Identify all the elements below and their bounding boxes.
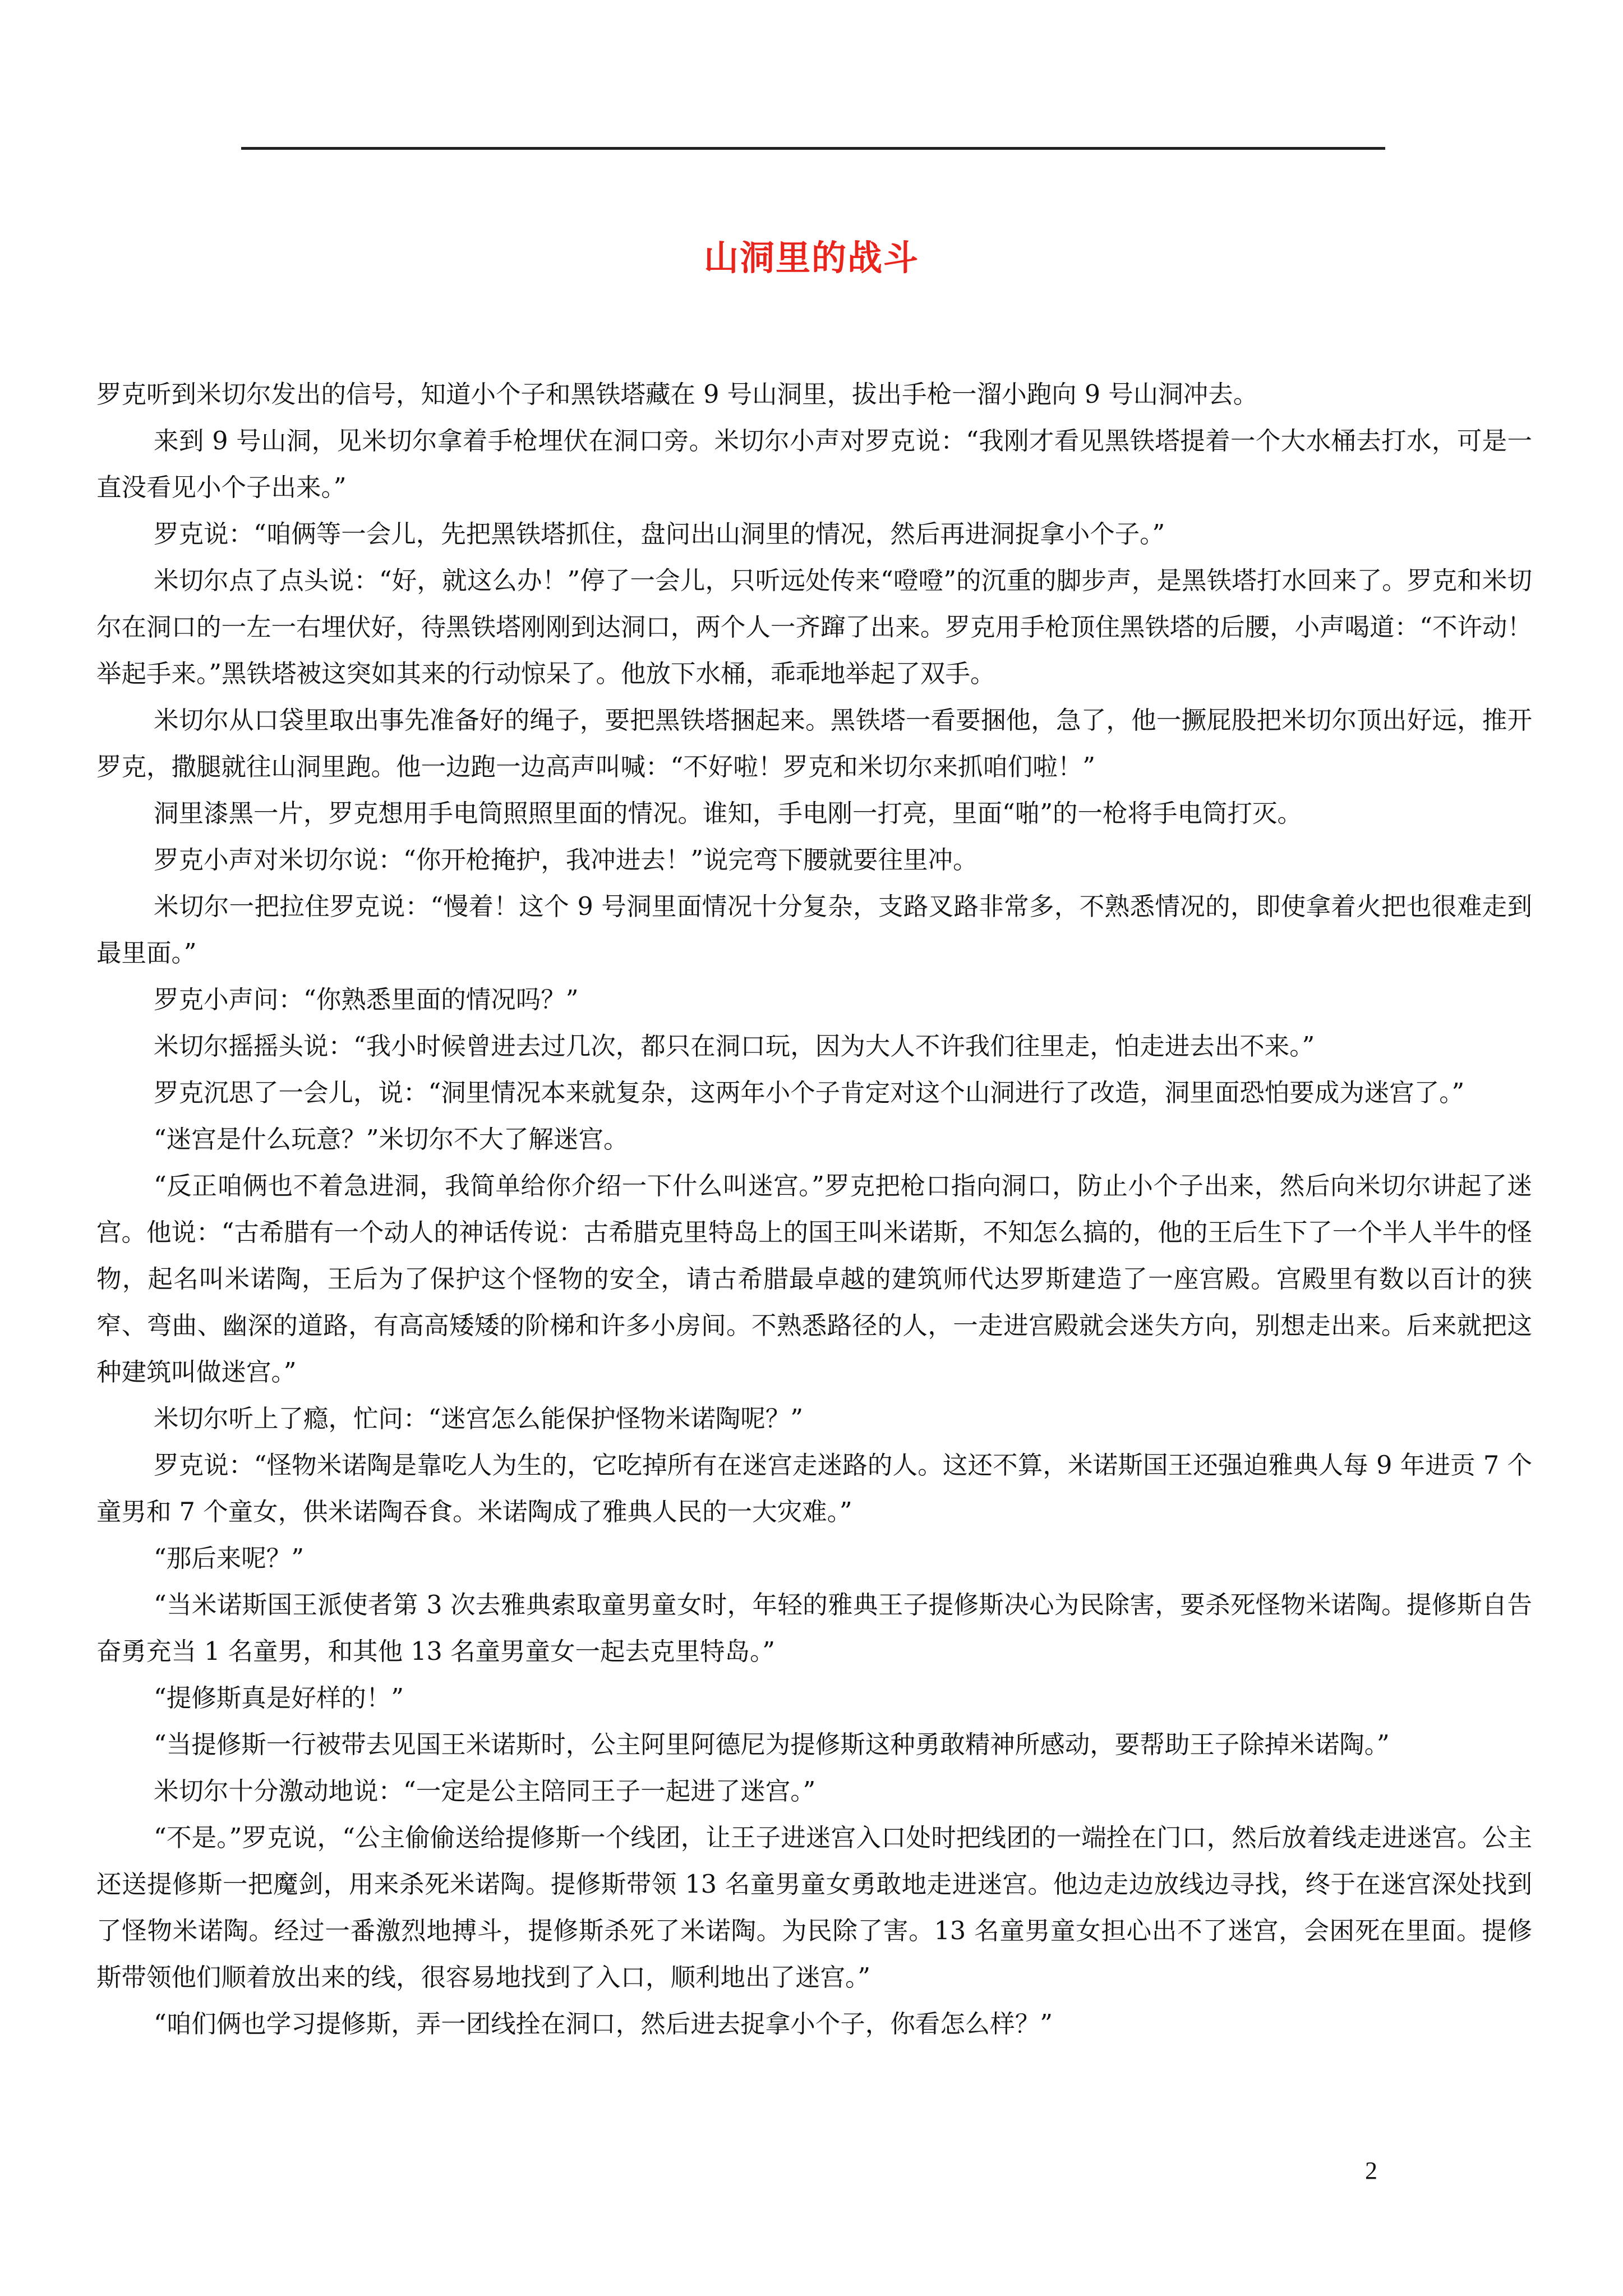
paragraph: 罗克小声问：“你熟悉里面的情况吗？” [154, 986, 579, 1014]
paragraph: “当提修斯一行被带去见国王米诺斯时，公主阿里阿德尼为提修斯这种勇敢精神所感动，要帮助王子除掉米诺陶。” [154, 1731, 1390, 1759]
paragraph: “咱们俩也学习提修斯，弄一团线拴在洞口，然后进去捉拿小个子，你看怎么样？” [154, 2010, 1053, 2039]
paragraph: “当米诺斯国王派使者第 3 次去雅典索取童男童女时，年轻的雅典王子提修斯决心为民除害，要杀死怪物米诺陶。提修斯自告奋勇充当 1 名童男，和其他 13 名童男童女一起去克里特岛。” [96, 1591, 1532, 1666]
paragraph: 罗克沉思了一会儿，说：“洞里情况本来就复杂，这两年小个子肯定对这个山洞进行了改造，洞里面恐怕要成为迷宫了。” [154, 1079, 1465, 1107]
page-number: 2 [1365, 2157, 1377, 2184]
paragraph: 来到 9 号山洞，见米切尔拿着手枪埋伏在洞口旁。米切尔小声对罗克说：“我刚才看见黑铁塔提着一个大水桶去打水，可是一直没看见小个子出来。” [96, 427, 1532, 502]
page-title: 山洞里的战斗 [703, 237, 919, 278]
paragraph: 米切尔十分激动地说：“一定是公主陪同王子一起进了迷宫。” [154, 1777, 816, 1806]
paragraph: “那后来呢？” [154, 1544, 305, 1573]
paragraph: 米切尔一把拉住罗克说：“慢着！这个 9 号洞里面情况十分复杂，支路叉路非常多，不熟悉情况的，即使拿着火把也很难走到最里面。” [96, 892, 1532, 968]
paragraph: “提修斯真是好样的！” [154, 1684, 404, 1713]
article-body [96, 371, 1532, 2047]
paragraph: 罗克小声对米切尔说：“你开枪掩护，我冲进去！”说完弯下腰就要往里冲。 [154, 846, 978, 875]
paragraph: 罗克听到米切尔发出的信号，知道小个子和黑铁塔藏在 9 号山洞里，拔出手枪一溜小跑向 9 号山洞冲去。 [96, 380, 1258, 409]
paragraph: 米切尔点了点头说：“好，就这么办！”停了一会儿，只听远处传来“噔噔”的沉重的脚步声，是黑铁塔打水回来了。罗克和米切尔在洞口的一左一右埋伏好，待黑铁塔刚刚到达洞口，两个人一齐蹿了出来。罗克用手枪顶住黑铁塔的后腰，小声喝道：“不许动！举起手来。”黑铁塔被这突如其来的行动惊呆了。他放下水桶，乖乖地举起了双手。 [96, 567, 1532, 688]
paragraph: “不是。”罗克说，“公主偷偷送给提修斯一个线团，让王子进迷宫入口处时把线团的一端拴在门口，然后放着线走进迷宫。公主还送提修斯一把魔剑，用来杀死米诺陶。提修斯带领 13 名童男童女勇敢地走进迷宫。他边走边放线边寻找，终于在迷宫深处找到了怪物米诺陶。经过一番激烈地搏斗，提修斯杀死了米诺陶。为民除了害。13 名童男童女担心出不了迷宫，会困死在里面。提修斯带领他们顺着放出来的线，很容易地找到了入口，顺利地出了迷宫。” [96, 1824, 1532, 1992]
paragraph: 米切尔从口袋里取出事先准备好的绳子，要把黑铁塔捆起来。黑铁塔一看要捆他，急了，他一撅屁股把米切尔顶出好远，推开罗克，撒腿就往山洞里跑。他一边跑一边高声叫喊：“不好啦！罗克和米切尔来抓咱们啦！” [96, 706, 1532, 781]
paragraph: 罗克说：“怪物米诺陶是靠吃人为生的，它吃掉所有在迷宫走迷路的人。这还不算，米诺斯国王还强迫雅典人每 9 年进贡 7 个童男和 7 个童女，供米诺陶吞食。米诺陶成了雅典人民的一大灾难。” [96, 1451, 1532, 1526]
paragraph: 洞里漆黑一片，罗克想用手电筒照照里面的情况。谁知，手电刚一打亮，里面“啪”的一枪将手电筒打灭。 [154, 799, 1303, 828]
paragraph: 罗克说：“咱俩等一会儿，先把黑铁塔抓住，盘问出山洞里的情况，然后再进洞捉拿小个子。” [154, 520, 1165, 549]
paragraph: 米切尔听上了瘾，忙问：“迷宫怎么能保护怪物米诺陶呢？” [154, 1405, 804, 1433]
header-rule [241, 147, 1385, 150]
paragraph: “反正咱俩也不着急进洞，我简单给你介绍一下什么叫迷宫。”罗克把枪口指向洞口，防止小个子出来，然后向米切尔讲起了迷宫。他说：“古希腊有一个动人的神话传说：古希腊克里特岛上的国王叫米诺斯，不知怎么搞的，他的王后生下了一个半人半牛的怪物，起名叫米诺陶，王后为了保护这个怪物的安全，请古希腊最卓越的建筑师代达罗斯建造了一座宫殿。宫殿里有数以百计的狭窄、弯曲、幽深的道路，有高高矮矮的阶梯和许多小房间。不熟悉路径的人，一走进宫殿就会迷失方向，别想走出来。后来就把这种建筑叫做迷宫。” [96, 1172, 1532, 1387]
paragraph: 米切尔摇摇头说：“我小时候曾进去过几次，都只在洞口玩，因为大人不许我们往里走，怕走进去出不来。” [154, 1032, 1315, 1061]
paragraph: “迷宫是什么玩意？”米切尔不大了解迷宫。 [154, 1125, 629, 1154]
